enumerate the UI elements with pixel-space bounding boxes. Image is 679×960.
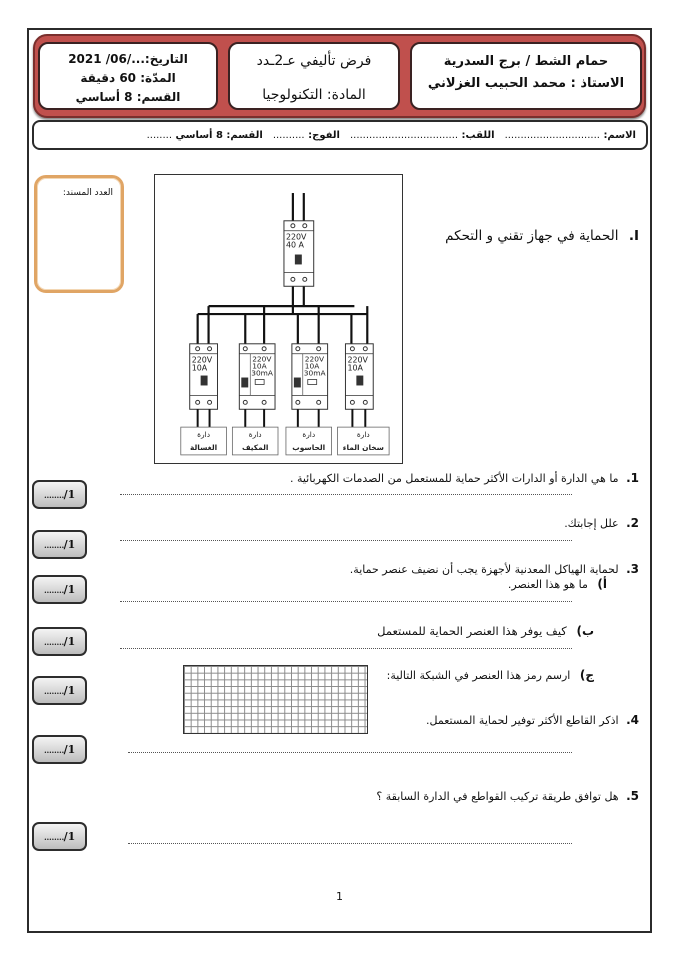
score-blank[interactable]: ........ <box>43 743 64 756</box>
score-blank[interactable]: ........ <box>43 830 64 843</box>
group-label: الفوج: <box>308 129 340 141</box>
svg-text:دارة: دارة <box>356 430 370 440</box>
question-3 <box>350 562 639 576</box>
exam-header <box>33 34 646 118</box>
surname-blank[interactable]: .................................. <box>349 129 459 141</box>
score-blank[interactable]: ........ <box>43 538 64 551</box>
surname-field[interactable] <box>350 130 495 141</box>
exam-class: القسم: 8 أساسي <box>75 90 181 104</box>
breaker-4 <box>345 344 373 427</box>
name-label: الاسم: <box>603 129 636 141</box>
question-number: 5. <box>626 789 639 803</box>
circuit-diagram <box>154 174 403 464</box>
question-text: لحماية الهياكل المعدنية لأجهزة يجب أن نضيف عنصر حماية. <box>349 563 619 576</box>
score-box-5[interactable] <box>32 676 87 705</box>
class-blank[interactable]: ........ <box>146 129 173 141</box>
answer-line-1[interactable] <box>120 494 572 495</box>
question-text: ما هي الدارة أو الدارات الأكثر حماية للمستعمل من الصدمات الكهربائية . <box>289 472 619 485</box>
score-max: /1 <box>63 538 76 551</box>
svg-text:30mA: 30mA <box>303 368 326 378</box>
exam-title: فرض تأليفي عـ2ـدد <box>256 53 372 69</box>
svg-text:دارة: دارة <box>197 430 211 440</box>
question-number: ج) <box>579 668 594 682</box>
name-field[interactable] <box>505 130 636 141</box>
name-blank[interactable]: .............................. <box>504 129 600 141</box>
exam-date: التاريخ:.../06/ 2021 <box>68 52 188 66</box>
section-number: I. <box>628 228 639 244</box>
page-number: 1 <box>336 890 343 903</box>
grade-label: العدد المسند: <box>62 188 113 198</box>
score-blank[interactable]: ........ <box>43 684 64 697</box>
answer-line-4[interactable] <box>128 752 572 753</box>
score-blank[interactable]: ........ <box>43 488 64 501</box>
exam-duration: المدّة: 60 دقيقة <box>80 71 176 85</box>
question-text: ارسم رمز هذا العنصر في الشبكة التالية: <box>386 669 571 682</box>
breaker-3 <box>292 344 328 427</box>
school-name: حمام الشط / برج السدرية <box>443 54 609 69</box>
class-field[interactable] <box>147 130 263 141</box>
school-info-box <box>410 42 642 110</box>
svg-text:دارة: دارة <box>302 430 316 440</box>
exam-title-box <box>228 42 400 110</box>
question-text: ما هو هذا العنصر. <box>507 578 588 591</box>
score-box-6[interactable] <box>32 735 87 764</box>
answer-line-3a[interactable] <box>120 601 572 602</box>
svg-text:10A: 10A <box>191 363 208 373</box>
question-number: 4. <box>626 713 639 727</box>
svg-text:10A: 10A <box>252 361 267 371</box>
class-label: القسم: 8 أساسي <box>175 129 263 141</box>
question-3c <box>387 668 594 682</box>
section-title-text: الحماية في جهاز تقني و التحكم <box>445 228 619 244</box>
score-max: /1 <box>63 635 76 648</box>
question-5 <box>376 789 639 803</box>
drawing-grid[interactable] <box>183 665 368 734</box>
question-number: 3. <box>626 562 639 576</box>
answer-line-3b[interactable] <box>120 648 572 649</box>
score-max: /1 <box>63 743 76 756</box>
question-text: علل إجابتك. <box>564 517 619 530</box>
question-number: ب) <box>576 624 594 638</box>
svg-text:10A: 10A <box>347 363 363 373</box>
svg-text:سخان الماء: سخان الماء <box>342 442 384 452</box>
svg-text:220V: 220V <box>252 354 272 364</box>
score-blank[interactable]: ........ <box>43 635 64 648</box>
score-max: /1 <box>63 488 76 501</box>
svg-text:40 A: 40 A <box>285 240 304 250</box>
student-info-bar <box>32 120 648 150</box>
score-blank[interactable]: ........ <box>43 583 64 596</box>
question-text: هل توافق طريقة تركيب القواطع في الدارة السابقة ؟ <box>376 790 619 803</box>
score-box-3[interactable] <box>32 575 87 604</box>
svg-text:220V: 220V <box>347 355 368 365</box>
question-1 <box>290 471 639 485</box>
question-number: أ) <box>597 577 607 591</box>
grade-box[interactable] <box>34 175 124 293</box>
question-number: 2. <box>626 516 639 530</box>
question-4 <box>426 713 639 727</box>
question-3b <box>377 624 594 638</box>
svg-text:الحاسوب: الحاسوب <box>292 442 326 452</box>
answer-line-2[interactable] <box>120 540 572 541</box>
svg-text:220V: 220V <box>191 355 213 365</box>
score-max: /1 <box>63 830 76 843</box>
answer-line-5[interactable] <box>128 843 572 844</box>
group-field[interactable] <box>273 130 340 141</box>
breaker-2 <box>239 344 275 427</box>
svg-text:10A: 10A <box>304 361 320 371</box>
exam-meta-box <box>38 42 218 110</box>
score-box-4[interactable] <box>32 627 87 656</box>
exam-subject: المادة: التكنولوجيا <box>262 87 366 103</box>
breaker-1 <box>190 344 218 427</box>
score-box-1[interactable] <box>32 480 87 509</box>
score-box-2[interactable] <box>32 530 87 559</box>
svg-text:30mA: 30mA <box>251 368 273 378</box>
svg-text:220V: 220V <box>304 354 325 364</box>
score-max: /1 <box>63 684 76 697</box>
main-breaker <box>284 221 314 286</box>
question-text: اذكر القاطع الأكثر توفير لحماية المستعمل. <box>426 714 619 727</box>
section-title <box>445 228 639 244</box>
svg-text:المكيف: المكيف <box>241 442 269 452</box>
surname-label: اللقب: <box>461 129 495 141</box>
teacher-name: الاستاذ : محمد الحبيب الغزلاني <box>427 76 625 91</box>
svg-text:220V: 220V <box>285 232 307 242</box>
question-2 <box>564 516 639 530</box>
score-max: /1 <box>63 583 76 596</box>
question-number: 1. <box>626 471 639 485</box>
svg-text:الغسالة: الغسالة <box>190 442 218 452</box>
group-blank[interactable]: .......... <box>272 129 305 141</box>
score-box-7[interactable] <box>32 822 87 851</box>
question-text: كيف يوفر هذا العنصر الحماية للمستعمل <box>377 624 567 638</box>
svg-text:دارة: دارة <box>248 430 262 440</box>
question-3a <box>508 577 607 591</box>
